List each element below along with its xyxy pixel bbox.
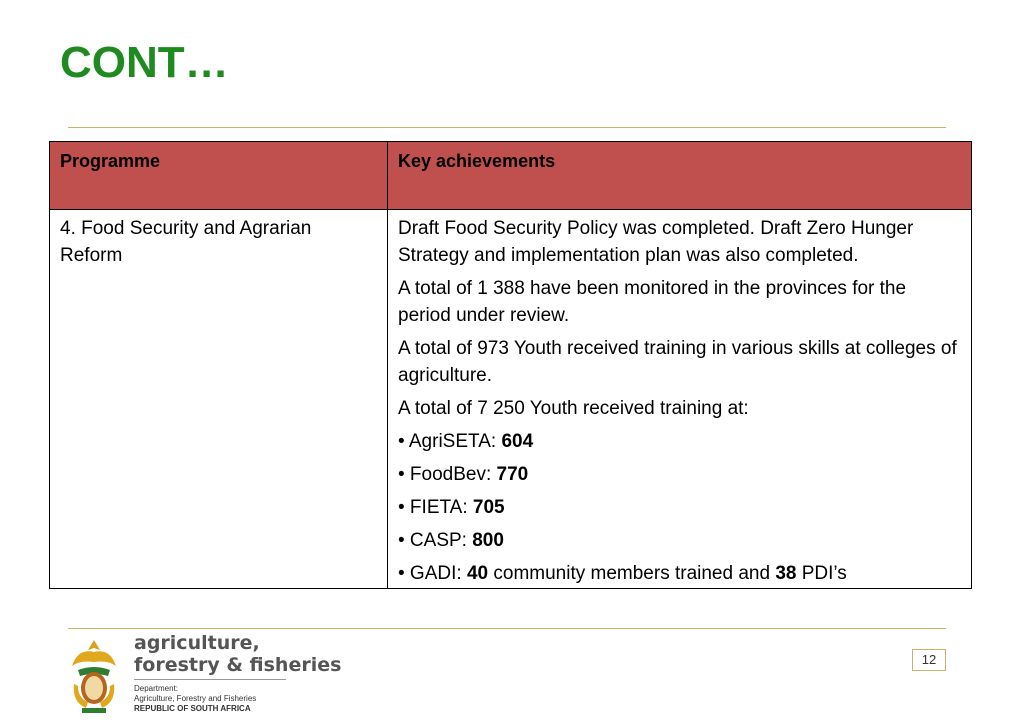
bullet-label: • CASP:	[398, 530, 473, 551]
department-label: Department:	[134, 684, 179, 693]
achievement-paragraph: A total of 973 Youth received training in various skills at colleges of agriculture.	[398, 338, 957, 386]
bullet-value: 40	[466, 563, 489, 584]
bullet-value: 38	[775, 563, 797, 584]
bullet-label: • FoodBev:	[398, 464, 497, 485]
bottom-divider	[68, 628, 946, 629]
bullet-text: community members trained and	[488, 563, 776, 584]
achievements-cell	[388, 210, 972, 589]
page-number: 12	[912, 649, 946, 671]
department-branding	[134, 632, 341, 714]
bullet-label: • FIETA:	[398, 497, 473, 518]
brand-line-1: agriculture,	[134, 632, 260, 654]
brand-line-2: forestry & fisheries	[134, 654, 342, 676]
department-name: Agriculture, Forestry and Fisheries	[134, 694, 257, 703]
coat-of-arms-logo	[64, 636, 124, 716]
top-divider	[68, 127, 946, 128]
bullet-value: 770	[496, 464, 529, 485]
achievements-table	[49, 141, 972, 589]
table-header-row	[50, 142, 972, 210]
programme-cell: 4. Food Security and Agrarian Reform	[50, 210, 388, 589]
slide-title: CONT…	[60, 38, 229, 87]
bullet-foodbev	[398, 461, 961, 488]
bullet-fieta	[398, 494, 961, 521]
bullet-gadi	[398, 560, 961, 587]
bullet-label: • AgriSETA:	[398, 431, 502, 452]
achievement-paragraph: A total of 1 388 have been monitored in the provinces for the period under review.	[398, 278, 907, 326]
bullet-agriseta	[398, 428, 961, 455]
bullet-text: PDI’s	[796, 563, 847, 584]
header-programme: Programme	[50, 142, 388, 210]
table-row	[50, 210, 972, 589]
bullet-value: 800	[472, 530, 504, 551]
bullet-label: • GADI:	[398, 563, 467, 584]
bullet-casp	[398, 527, 961, 554]
achievement-paragraph: Draft Food Security Policy was completed. Draft Zero Hunger Strategy and implementation plan was also completed.	[398, 218, 914, 266]
header-key-achievements: Key achievements	[388, 142, 972, 210]
bullet-value: 705	[472, 497, 505, 518]
achievement-paragraph: A total of 7 250 Youth received training at:	[398, 398, 749, 419]
bullet-value: 604	[501, 431, 534, 452]
brand-underline	[134, 679, 286, 680]
country-name: REPUBLIC OF SOUTH AFRICA	[134, 704, 251, 713]
